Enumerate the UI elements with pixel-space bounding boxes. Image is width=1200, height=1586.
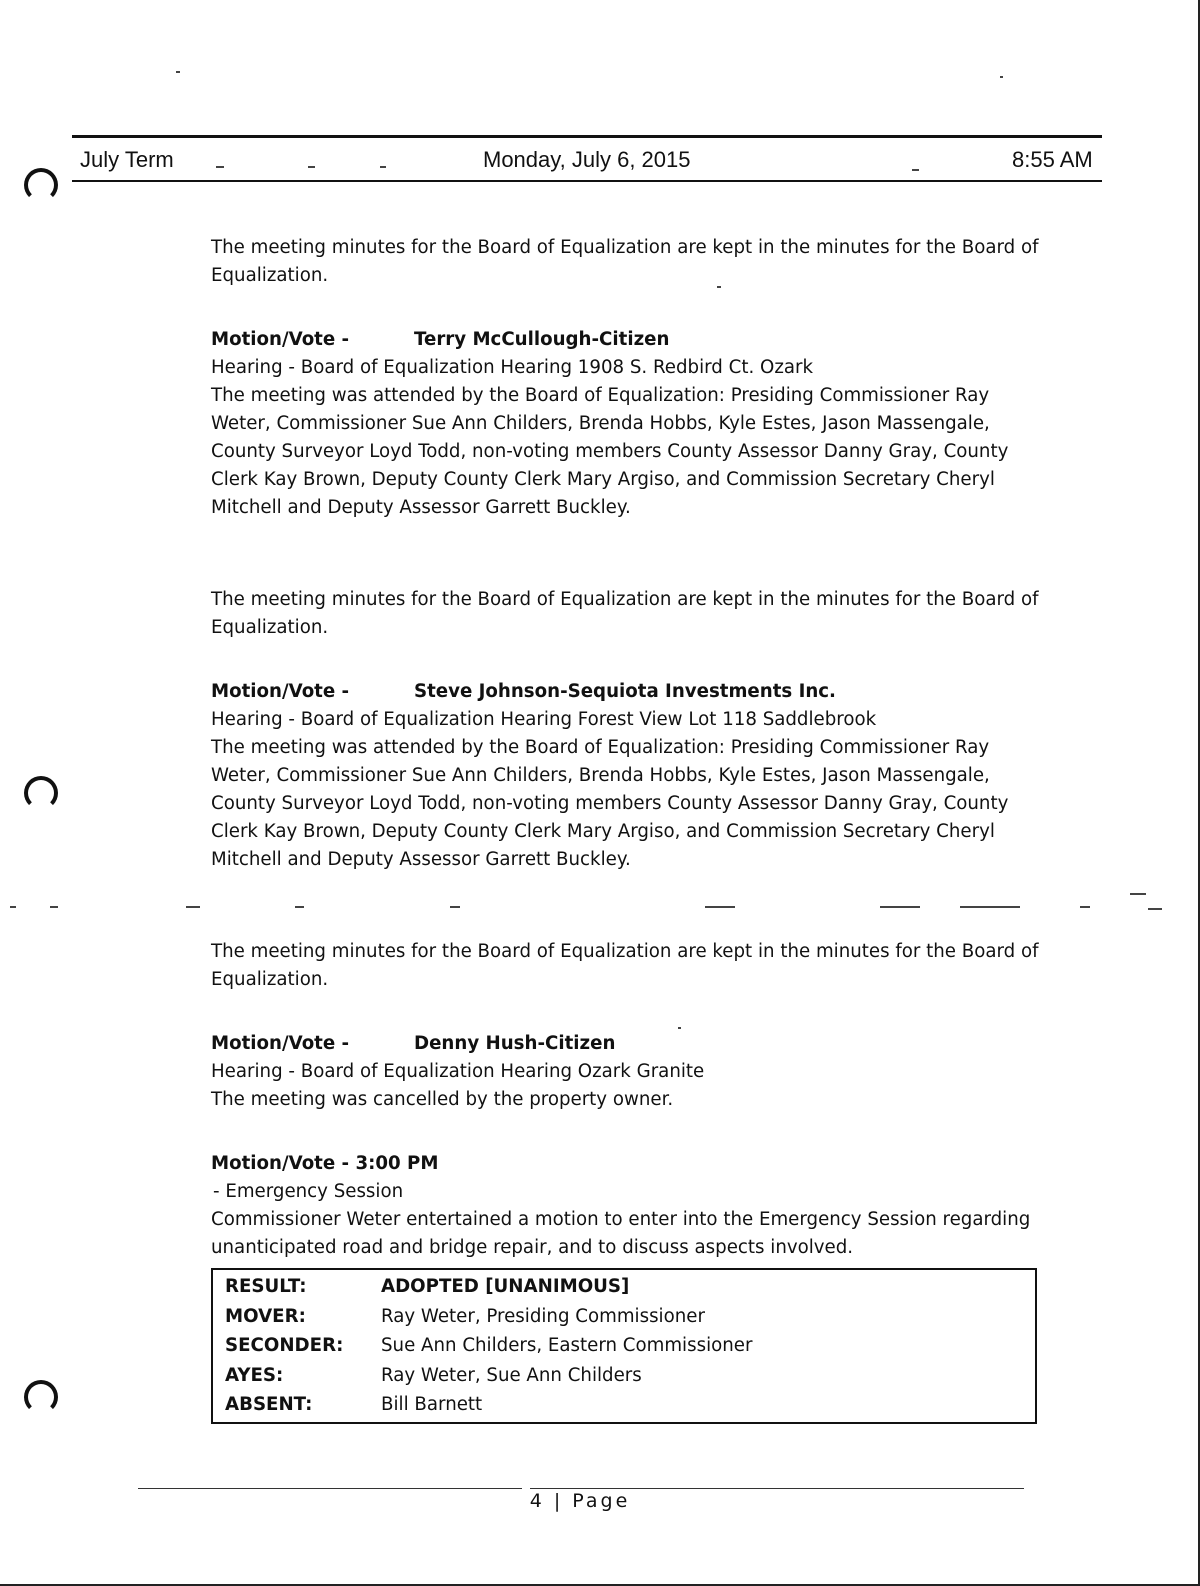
vote-result-row	[225, 1390, 1035, 1420]
vote-result-row	[225, 1272, 1035, 1302]
header-time: 8:55 AM	[1012, 147, 1093, 172]
minutes-note: The meeting minutes for the Board of Equalization are kept in the minutes for the Board of Equalization.	[211, 941, 1039, 990]
result-value: Sue Ann Childers, Eastern Commissioner	[381, 1335, 753, 1356]
motion-heading	[211, 1150, 1041, 1178]
motion-block	[211, 326, 1041, 522]
motion-block	[211, 678, 1041, 874]
emergency-motion-block	[211, 1150, 1041, 1424]
result-value: Ray Weter, Presiding Commissioner	[381, 1305, 705, 1327]
scan-speck	[1080, 906, 1090, 908]
result-key: MOVER:	[225, 1305, 306, 1327]
result-value: ADOPTED [UNANIMOUS]	[381, 1276, 630, 1297]
hearing-line: Hearing - Board of Equalization Hearing Forest View Lot 118 Saddlebrook	[211, 709, 877, 730]
motion-time: 3:00 PM	[355, 1153, 439, 1174]
scan-speck	[912, 169, 919, 171]
motion-label: Motion/Vote -	[211, 1033, 350, 1054]
header-rule-top	[72, 135, 1102, 138]
scan-speck	[380, 166, 386, 168]
result-value: Bill Barnett	[381, 1394, 483, 1415]
session-line: - Emergency Session	[213, 1181, 404, 1202]
result-key: AYES:	[225, 1364, 284, 1386]
motion-subject: Terry McCullough-Citizen	[414, 329, 670, 350]
header-date: Monday, July 6, 2015	[483, 147, 691, 172]
scan-speck	[308, 166, 315, 168]
attendance-paragraph: The meeting was attended by the Board of Equalization: Presiding Commissioner Ray Weter, Commissioner Sue Ann Childers, Brenda Hobbs, Kyle Estes, Jason Massengale, County Surveyor Loyd Todd, non-voting members County Assessor Danny Gray, County Clerk Kay Brown, Deputy County Clerk Mary Argiso, and Commission Secretary Cheryl Mitchell and Deputy Assessor Garrett Buckley.	[211, 385, 1009, 518]
footer-rule-left	[138, 1488, 522, 1489]
scan-speck	[50, 906, 58, 908]
intro-paragraph: The meeting minutes for the Board of Equalization are kept in the minutes for the Board of Equalization.	[211, 237, 1039, 286]
page-number: 4 | Page	[529, 1490, 631, 1512]
attendance-paragraph: The meeting was cancelled by the property owner.	[211, 1089, 674, 1110]
motion-label: Motion/Vote -	[211, 681, 350, 702]
punch-hole-middle	[24, 776, 58, 810]
vote-result-table	[211, 1268, 1037, 1424]
scan-speck	[216, 166, 224, 168]
motion-label: Motion/Vote -	[211, 1153, 350, 1174]
punch-hole-top	[24, 168, 58, 202]
motion-heading	[211, 678, 1041, 706]
scan-speck	[1148, 908, 1162, 910]
footer-rule-right	[530, 1488, 1024, 1489]
attendance-paragraph: The meeting was attended by the Board of Equalization: Presiding Commissioner Ray Weter, Commissioner Sue Ann Childers, Brenda Hobbs, Kyle Estes, Jason Massengale, County Surveyor Loyd Todd, non-voting members County Assessor Danny Gray, County Clerk Kay Brown, Deputy County Clerk Mary Argiso, and Commission Secretary Cheryl Mitchell and Deputy Assessor Garrett Buckley.	[211, 737, 1009, 870]
scan-speck	[1000, 76, 1003, 78]
hearing-line: Hearing - Board of Equalization Hearing 1908 S. Redbird Ct. Ozark	[211, 357, 814, 378]
motion-label: Motion/Vote -	[211, 329, 350, 350]
motion-subject: Steve Johnson-Sequiota Investments Inc.	[414, 681, 836, 702]
result-key: SECONDER:	[225, 1335, 344, 1356]
motion-heading	[211, 326, 1041, 354]
scan-speck	[176, 71, 180, 73]
motion-subject: Denny Hush-Citizen	[414, 1033, 616, 1054]
minutes-body	[211, 234, 1041, 1424]
hearing-line: Hearing - Board of Equalization Hearing Ozark Granite	[211, 1061, 705, 1082]
motion-block	[211, 1030, 1041, 1114]
minutes-note: The meeting minutes for the Board of Equalization are kept in the minutes for the Board of Equalization.	[211, 589, 1039, 638]
scan-speck	[186, 906, 200, 908]
emergency-description: Commissioner Weter entertained a motion to enter into the Emergency Session regarding unanticipated road and bridge repair, and to discuss aspects involved.	[211, 1209, 1031, 1258]
scan-speck	[10, 906, 16, 908]
scan-speck	[1130, 893, 1146, 895]
vote-result-row	[225, 1331, 1035, 1361]
header-term: July Term	[80, 147, 174, 172]
vote-result-row	[225, 1361, 1035, 1391]
punch-hole-bottom	[24, 1380, 58, 1414]
vote-result-row	[225, 1302, 1035, 1332]
motion-heading	[211, 1030, 1041, 1058]
header-rule-bottom	[72, 180, 1102, 182]
result-value: Ray Weter, Sue Ann Childers	[381, 1364, 642, 1386]
result-key: ABSENT:	[225, 1394, 313, 1415]
result-key: RESULT:	[225, 1276, 307, 1297]
